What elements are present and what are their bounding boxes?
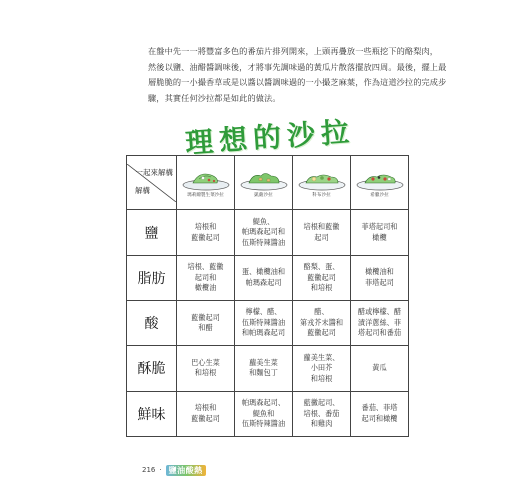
table-cell: 蘿美生菜、 小田芥 和培根 [293, 346, 351, 391]
corner-top-label: 一起來解構 [135, 167, 173, 177]
title-text: 理想的沙拉 [184, 115, 357, 160]
table-cell: 醋、 第戎芥末醬和 藍黴起司 [293, 301, 351, 346]
row-head-crunch: 酥脆 [127, 346, 177, 391]
intro-line: 層脆脆的一小撮香草或是以醬以醬調味過的一小撮芝麻葉，作為這道沙拉的完成步 [148, 77, 447, 88]
cobb-salad-icon [297, 167, 347, 191]
salad-deconstruction-table [126, 155, 409, 437]
row-head-salt: 鹽 [127, 210, 177, 255]
corner-bottom-label: 解構 [135, 185, 150, 195]
salad-label: 希臘沙拉 [370, 193, 389, 199]
salad-header [351, 156, 409, 210]
table-cell: 蘿美生菜 和麵包丁 [235, 346, 293, 391]
chart-title [180, 112, 360, 160]
salad-label: 凱薩沙拉 [254, 193, 273, 199]
wedge-salad-icon [181, 167, 231, 191]
intro-line: 在盤中先一一將豐富多色的番茄片排列開來，上頭再疊放一些瓶挖下的酪梨肉， [148, 46, 439, 56]
header-row [127, 156, 409, 210]
table-row [127, 255, 409, 300]
table-cell: 培根、藍黴 起司和 橄欖油 [177, 255, 235, 300]
caesar-salad-icon [239, 167, 289, 191]
page-number: 216 [142, 466, 156, 474]
book-brand-logo: 鹽油酸熱 [166, 465, 206, 476]
row-head-fat: 脂肪 [127, 255, 177, 300]
table-cell: 醋或檸檬、醋 漬洋蔥絲、菲 塔起司和番茄 [351, 301, 409, 346]
table-cell: 酪梨、蛋、 藍黴起司 和培根 [293, 255, 351, 300]
salad-label: 瑪莉爾製生菜沙拉 [187, 193, 224, 199]
table-cell: 培根和 藍黴起司 [177, 391, 235, 436]
table-cell: 檸檬、醋、 伍斯特辣醬油 和帕瑪森起司 [235, 301, 293, 346]
salad-header [235, 156, 293, 210]
table-cell: 番茄、菲塔 起司和橄欖 [351, 391, 409, 436]
table-cell: 蛋、橄欖油和 帕瑪森起司 [235, 255, 293, 300]
table-cell: 鯷魚、 帕瑪森起司和 伍斯特辣醬油 [235, 210, 293, 255]
table-cell: 菲塔起司和 橄欖 [351, 210, 409, 255]
table-cell: 帕瑪森起司、 鯷魚和 伍斯特辣醬油 [235, 391, 293, 436]
table-cell: 巴心生菜 和培根 [177, 346, 235, 391]
table-row [127, 391, 409, 436]
salad-header [177, 156, 235, 210]
footer-separator: · [159, 466, 162, 474]
row-head-acid: 酸 [127, 301, 177, 346]
table-row [127, 210, 409, 255]
table-cell: 藍黴起司 和醋 [177, 301, 235, 346]
table-cell: 橄欖油和 菲塔起司 [351, 255, 409, 300]
table-cell: 黃瓜 [351, 346, 409, 391]
table-cell: 藍黴起司、 培根、番茄 和雞肉 [293, 391, 351, 436]
corner-cell [127, 156, 177, 210]
salad-header [293, 156, 351, 210]
table-cell: 培根和藍黴 起司 [293, 210, 351, 255]
table-cell: 培根和 藍黴起司 [177, 210, 235, 255]
table-row [127, 301, 409, 346]
row-head-umami: 鮮味 [127, 391, 177, 436]
intro-paragraph [148, 44, 448, 106]
greek-salad-icon [355, 167, 405, 191]
intro-line: 驟，其實任何沙拉都是如此的做法。 [148, 92, 281, 103]
page-footer [142, 464, 206, 476]
salad-label: 科布沙拉 [312, 193, 331, 199]
intro-line: 然後以鹽、油醋醬調味後，才將事先調味過的黃瓜片散落擺放四周。最後，擺上最 [148, 61, 447, 72]
table-row [127, 346, 409, 391]
